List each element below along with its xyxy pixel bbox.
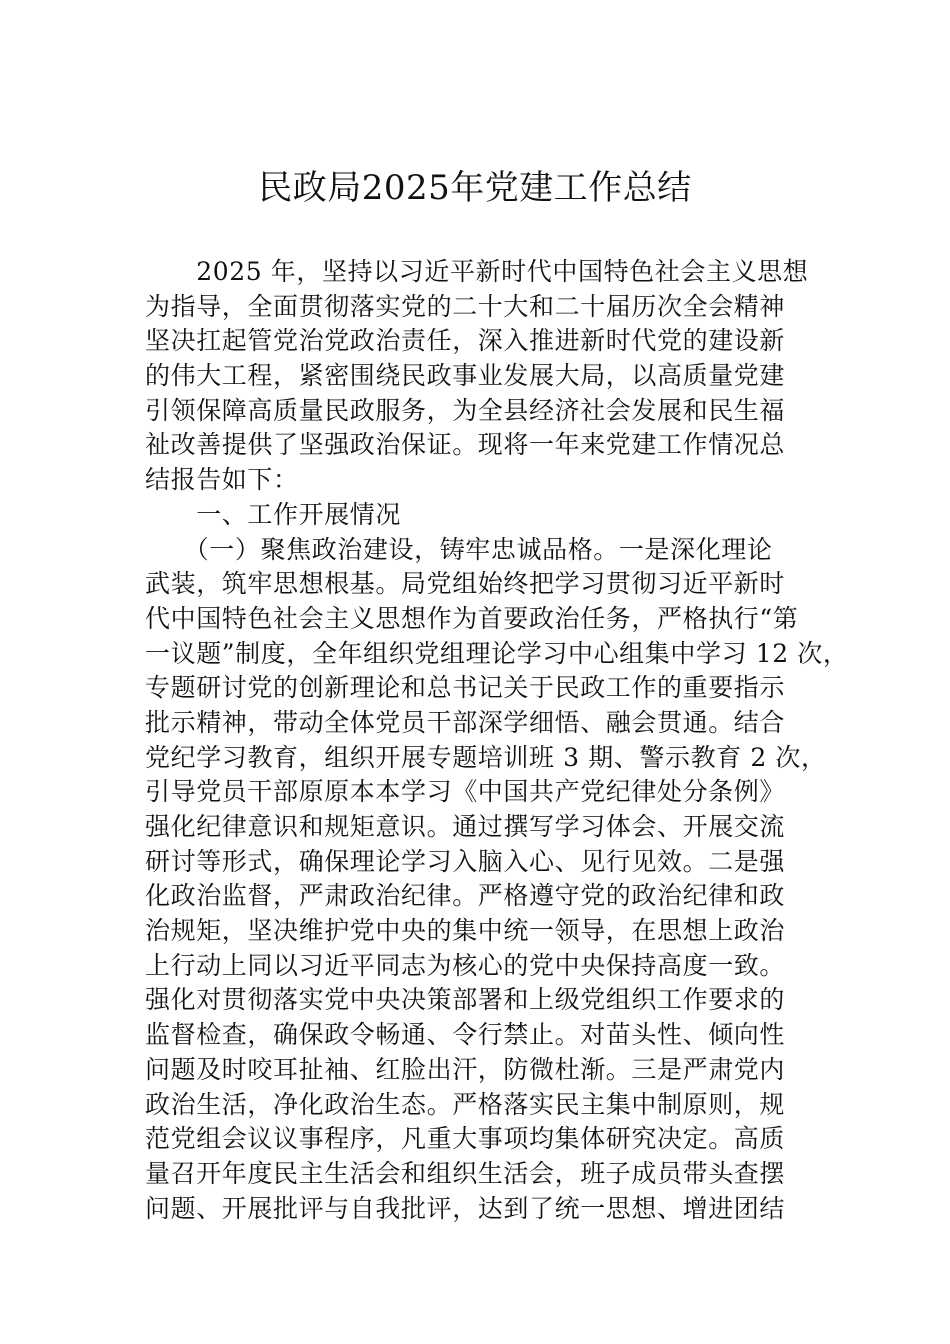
body-line: 专题研讨党的创新理论和总书记关于民政工作的重要指示 [145,673,786,703]
body-line: 监督检查，确保政令畅通、令行禁止。对苗头性、倾向性 [145,1020,786,1050]
body-line: 武装，筑牢思想根基。局党组始终把学习贯彻习近平新时 [145,569,786,599]
body-line: 批示精神，带动全体党员干部深学细悟、融会贯通。结合 [145,707,786,737]
body-line: 祉改善提供了坚强政治保证。现将一年来党建工作情况总 [145,430,786,460]
body-line: 问题、开展批评与自我批评，达到了统一思想、增进团结 [145,1193,786,1223]
body-line: 化政治监督，严肃政治纪律。严格遵守党的政治纪律和政 [145,881,786,911]
document-body [145,255,849,1226]
body-line: 研讨等形式，确保理论学习入脑入心、见行见效。二是强 [145,846,786,876]
body-line: （一）聚焦政治建设，铸牢忠诚品格。一是深化理论 [145,534,773,564]
body-line: 强化对贯彻落实党中央决策部署和上级党组织工作要求的 [145,985,786,1015]
body-line: 政治生活，净化政治生态。严格落实民主集中制原则，规 [145,1089,786,1119]
body-line: 引领保障高质量民政服务，为全县经济社会发展和民生福 [145,395,786,425]
body-line: 上行动上同以习近平同志为核心的党中央保持高度一致。 [145,950,786,980]
body-line: 引导党员干部原原本本学习《中国共产党纪律处分条例》 [145,777,786,807]
body-line: 坚决扛起管党治党政治责任，深入推进新时代党的建设新 [145,326,786,356]
body-line: 代中国特色社会主义思想作为首要政治任务，严格执行“第 [145,603,799,633]
body-line: 治规矩，坚决维护党中央的集中统一领导，在思想上政治 [145,916,786,946]
body-line: 的伟大工程，紧密围绕民政事业发展大局，以高质量党建 [145,361,786,391]
body-line: 为指导，全面贯彻落实党的二十大和二十届历次全会精神 [145,291,786,321]
body-line: 范党组会议议事程序，凡重大事项均集体研究决定。高质 [145,1124,786,1154]
document-title: 民政局2025年党建工作总结 [258,168,692,208]
section-heading: 一、工作开展情况 [145,499,402,529]
body-line: 问题及时咬耳扯袖、红脸出汗，防微杜渐。三是严肃党内 [145,1054,786,1084]
body-line: 结报告如下： [145,465,299,495]
body-line: 一议题”制度，全年组织党组理论学习中心组集中学习 12 次， [145,638,849,668]
body-line: 强化纪律意识和规矩意识。通过撰写学习体会、开展交流 [145,812,786,841]
body-line: 量召开年度民主生活会和组织生活会，班子成员带头查摆 [145,1158,786,1188]
body-line: 党纪学习教育，组织开展专题培训班 3 期、警示教育 2 次， [145,742,827,772]
body-line: 2025 年，坚持以习近平新时代中国特色社会主义思想 [145,257,809,286]
